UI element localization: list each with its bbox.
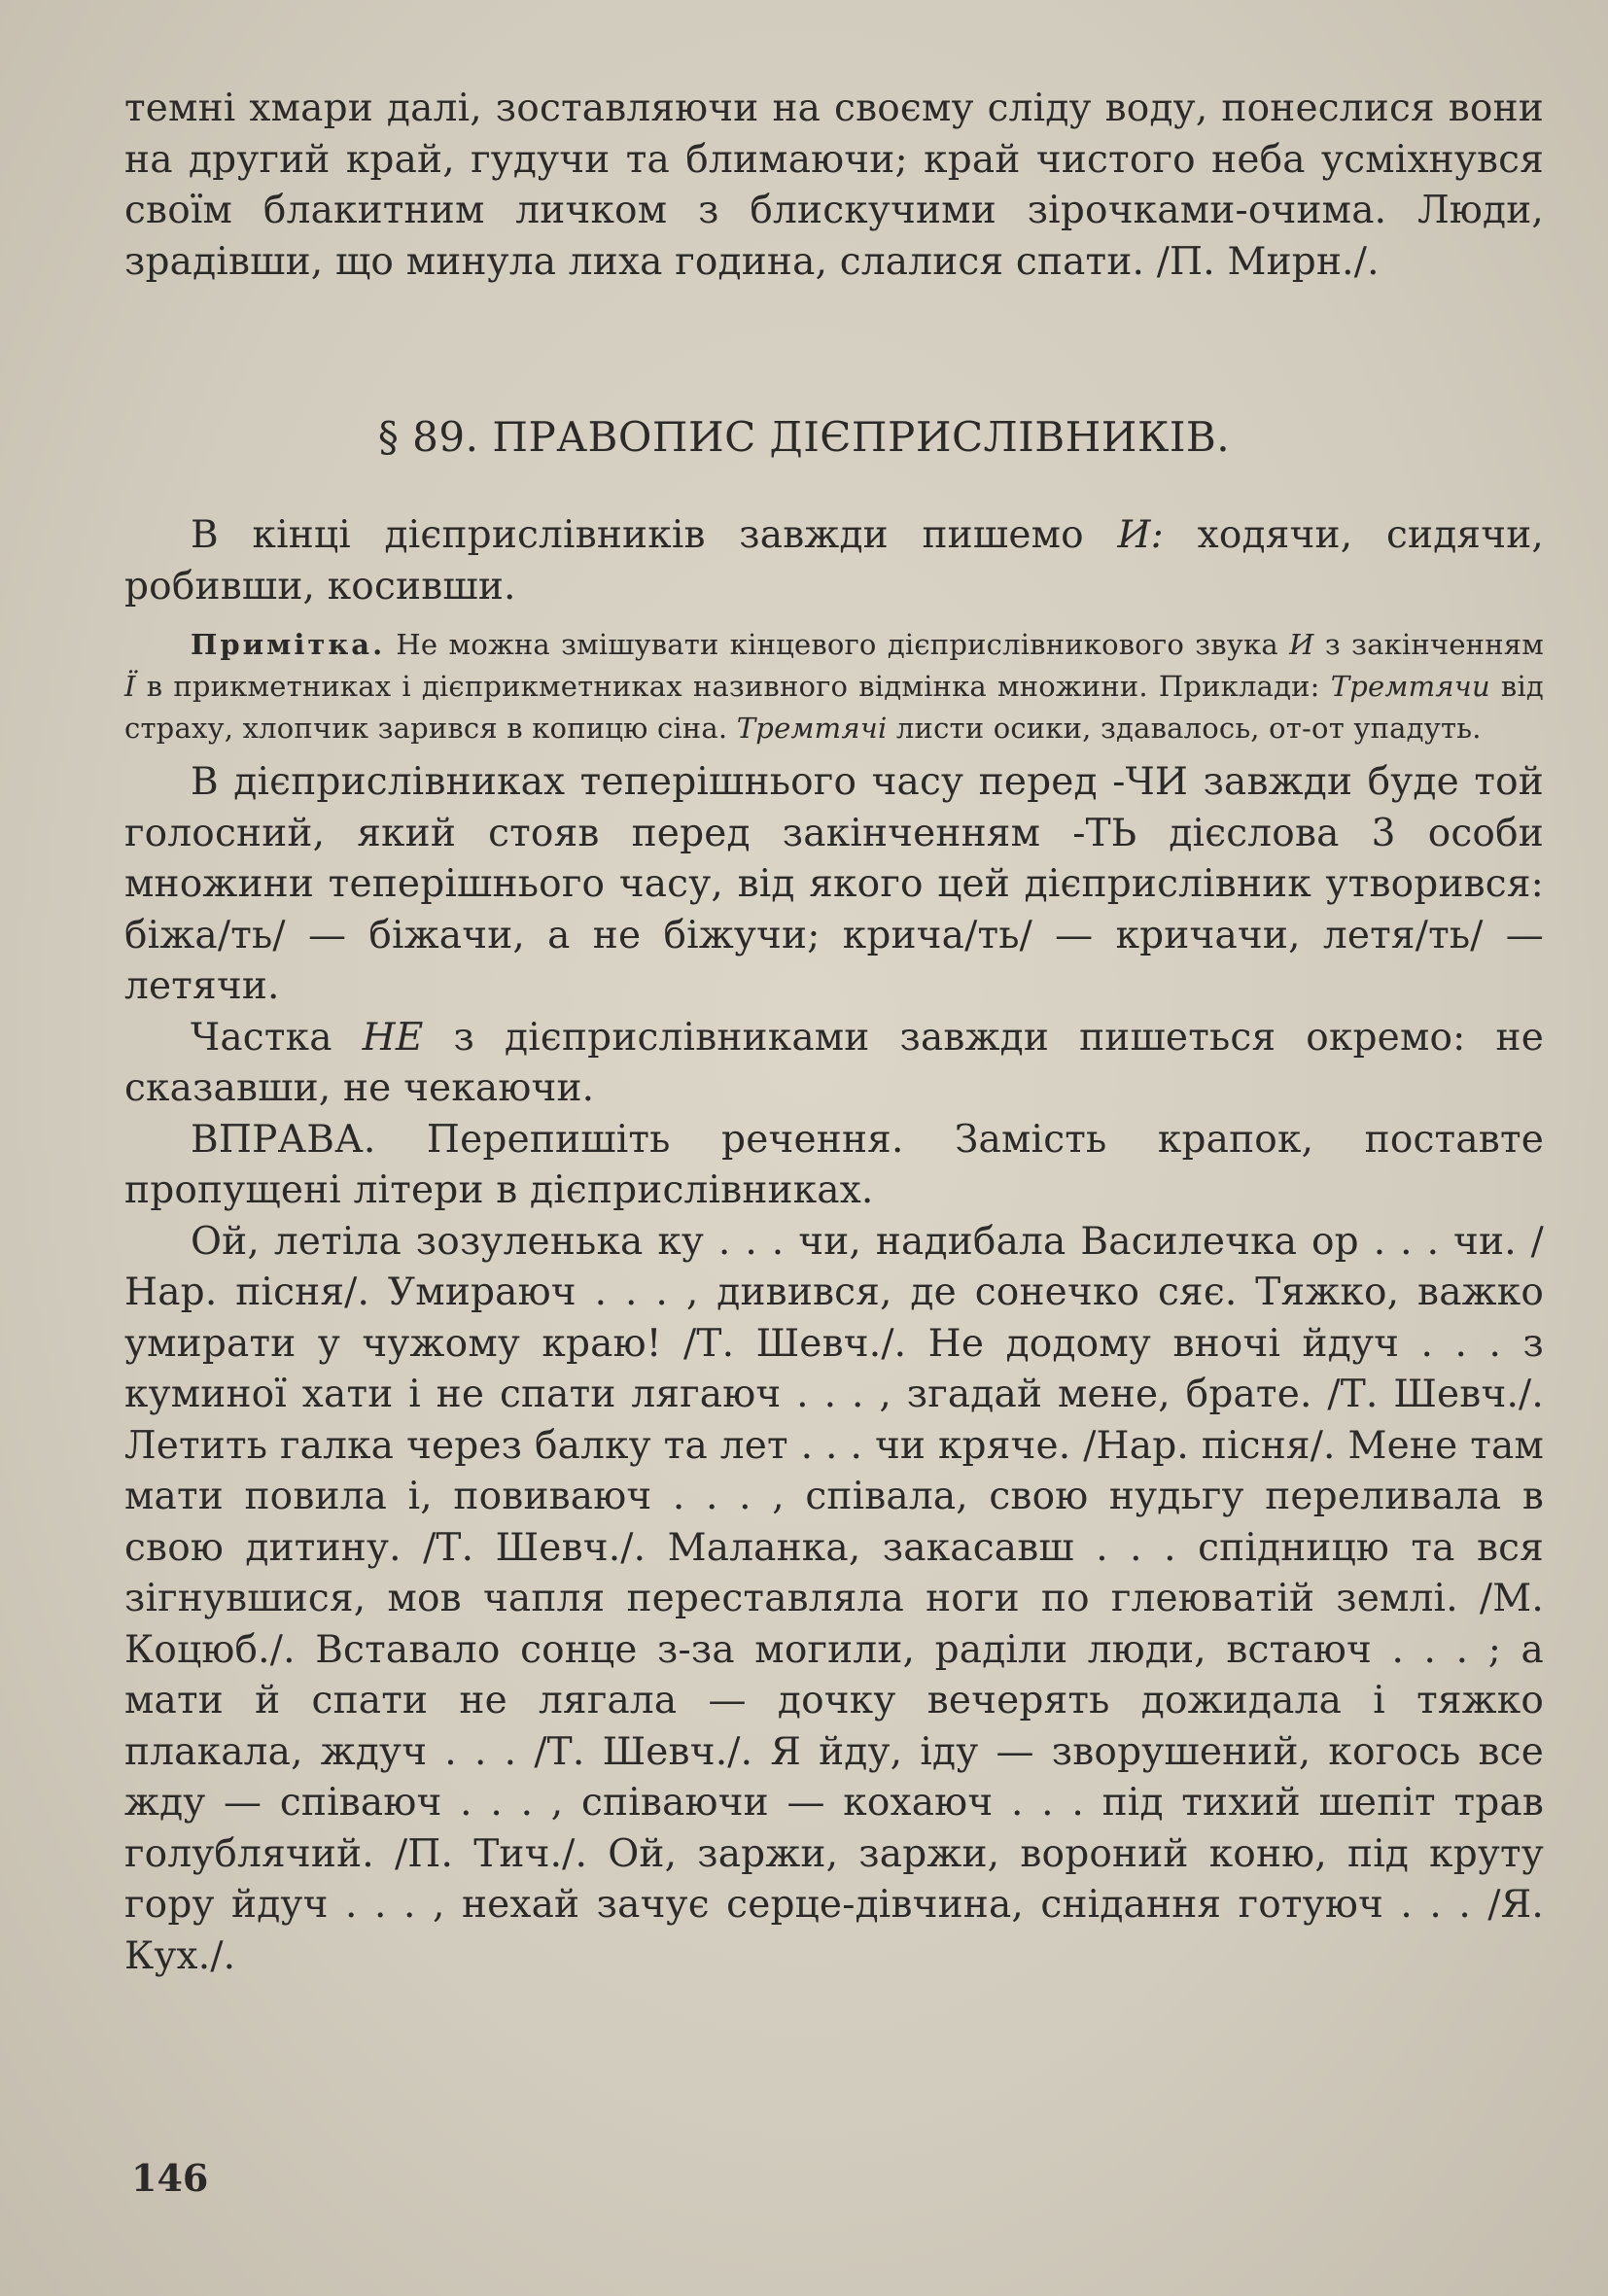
page-number: 146 xyxy=(131,2156,209,2200)
rule3-text-before: Частка xyxy=(191,1015,363,1060)
section-body xyxy=(124,510,1544,1982)
rule-present-tense-paragraph: В дієприслівниках теперішнього часу перед -ЧИ завжди буде той голосний, який стояв перед закінченням -ТЬ дієслова 3 особи множини теперішнього часу, від якого цей дієприслівник утворився: біжа/ть/ — біжачи, а не біжучи; крича/ть/ — кричачи, летя/ть/ — летячи. xyxy=(124,760,1544,1008)
note-letter-i: И xyxy=(1289,628,1314,661)
note-example1: Тремтячи xyxy=(1330,670,1490,703)
rule3-text-after: з дієприслівниками завжди пишеться окремо: не сказавши, не чекаючи. xyxy=(124,1015,1544,1110)
rule-particle-paragraph xyxy=(124,1013,1544,1115)
rule1-text-before: В кінці дієприслівників завжди пишемо xyxy=(191,513,1118,557)
rule-ending-paragraph xyxy=(124,510,1544,612)
section-title: § 89. ПРАВОПИС ДІЄПРИСЛІВНИКІВ. xyxy=(377,413,1231,461)
note-part5: листи осики, здавалось, от-от упадуть. xyxy=(887,712,1482,745)
note-example2: Тремтячі xyxy=(736,712,888,745)
note-part1: Не можна змішувати кінцевого дієприслівникового звука xyxy=(385,628,1290,661)
rule1-letter: И: xyxy=(1117,513,1165,557)
exercise-task: ВПРАВА. Перепишіть речення. Замість крапок, поставте пропущені літери в дієприслівниках. xyxy=(124,1117,1544,1212)
note-letter-yi: Ї xyxy=(124,670,136,703)
rule3-particle: НЕ xyxy=(362,1015,424,1060)
note-label: Примітка. xyxy=(191,628,386,661)
note-paragraph xyxy=(124,624,1544,749)
rule1-text-after: ходячи, сидячи, робивши, косивши. xyxy=(124,513,1544,609)
exercise-text: Ой, летіла зозуленька ку . . . чи, надибала Василечка ор . . . чи. /Нар. пісня/. Умираюч . . . , дивився, де сонечко сяє. Тяжко, важко умирати у чужому краю! /Т. Шевч./. Не додому вночі йдуч . . . з куминої хати і не спати лягаюч . . . , згадай мене, брате. /Т. Шевч./. Летить галка через балку та лет . . . чи кряче. /Нар. пісня/. Мене там мати повила і, повиваюч . . . , співала, свою нудьгу переливала в свою дитину. /Т. Шевч./. Маланка, закасавш . . . спідницю та вся зігнувшися, мов чапля переставляла ноги по глеюватій землі. /М. Коцюб./. Вставало сонце з-за могили, раділи люди, встаюч . . . ; а мати й спати не лягала — дочку вечерять дожидала і тяжко плакала, ждуч . . . /Т. Шевч./. Я йду, іду — зворушений, когось все жду — співаюч . . . , співаючи — кохаюч . . . під тихий шепіт трав голублячий. /П. Тич./. Ой, заржи, заржи, вороний коню, під круту гору йдуч . . . , нехай зачує серце-дівчина, снідання готуюч . . . /Я. Кух./. xyxy=(124,1219,1544,1978)
note-part2: з закінченням xyxy=(1313,628,1544,661)
note-part4: від страху, хлопчик зарився в копицю сіна. xyxy=(124,670,1544,745)
note-part3: в прикметниках і дієприкметниках називного відмінка множини. Приклади: xyxy=(135,670,1331,703)
top-paragraph: темні хмари далі, зоставляючи на своєму сліду воду, понеслися вони на другий край, гудучи та блимаючи; край чистого неба усміхнувся своїм блакитним личком з блискучими зірочками-очима. Люди, зрадівши, що минула лиха година, слалися спати. /П. Мирн./. xyxy=(124,87,1544,284)
top-paragraph-block xyxy=(124,84,1544,288)
